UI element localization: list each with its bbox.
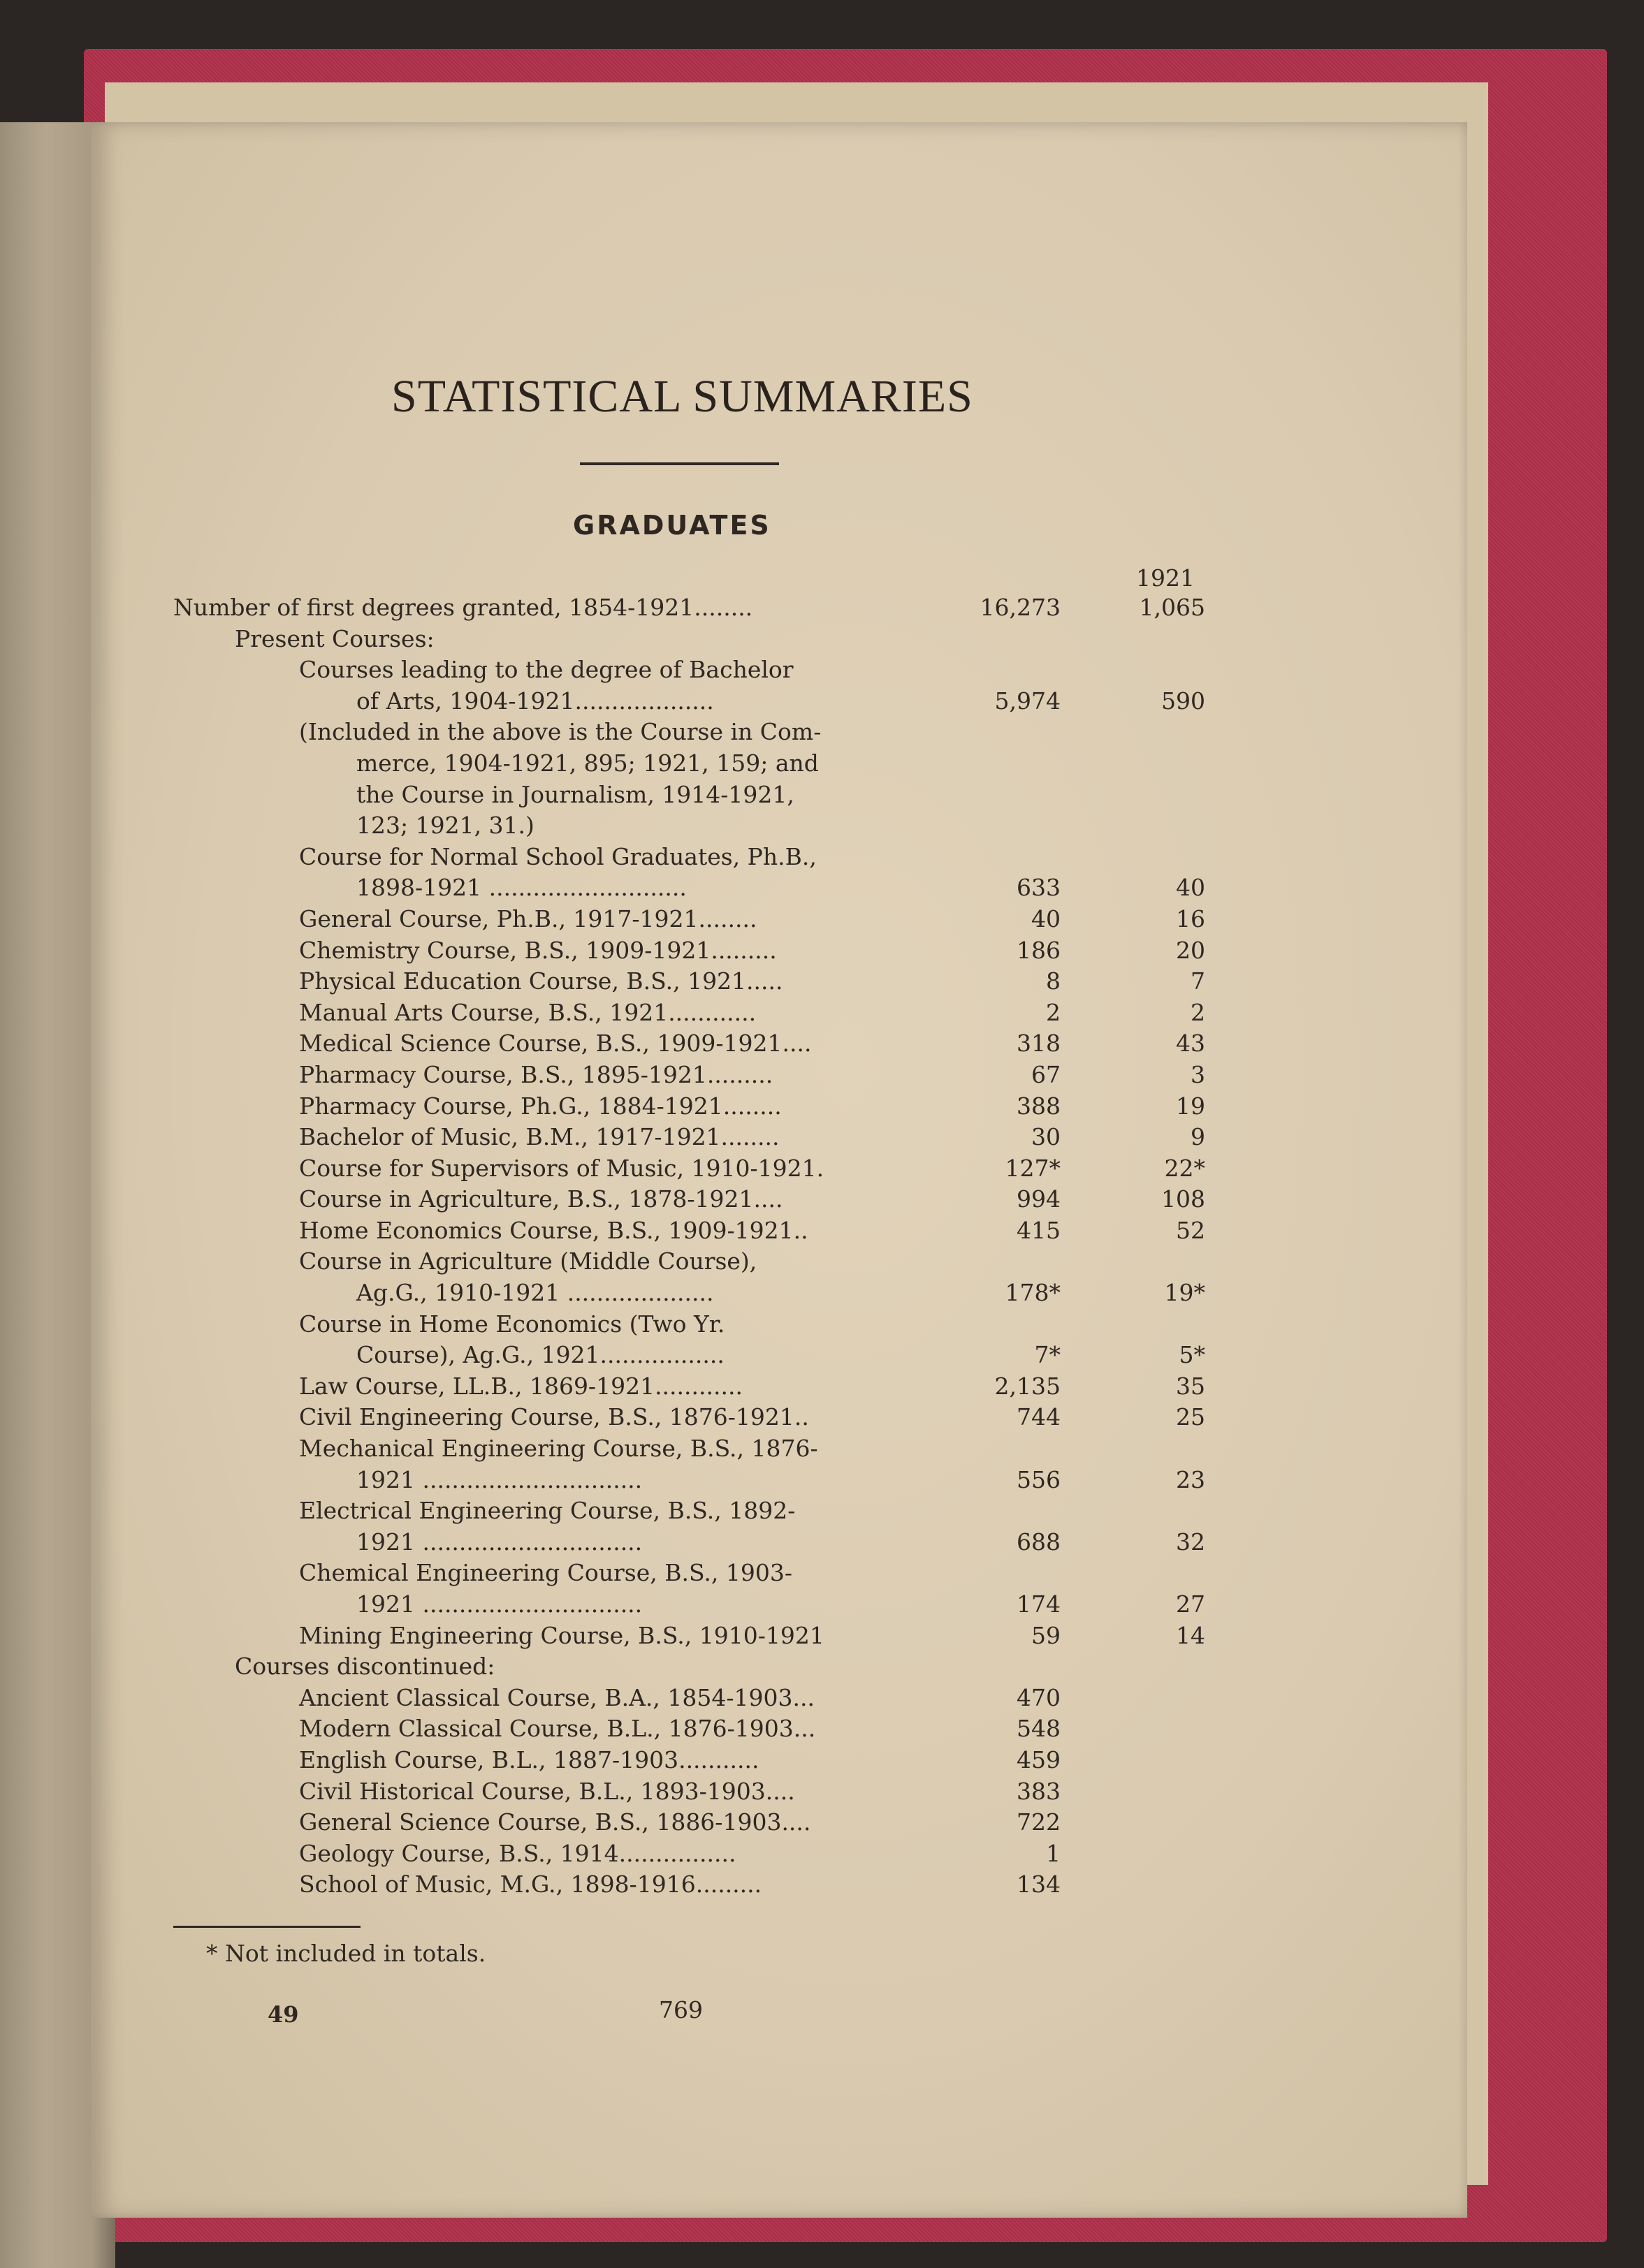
table-row [173,842,1207,873]
table-row [173,1589,1207,1620]
row-label: (Included in the above is the Course in Com- [299,718,822,746]
value-total: 186 [1017,936,1061,964]
table-row [173,1683,1207,1714]
row-label: Electrical Engineering Course, B.S., 1892- [299,1497,796,1525]
row-label: Course in Agriculture, B.S., 1878-1921.... [299,1185,783,1213]
table-row [173,1527,1207,1558]
table-row [173,1838,1207,1870]
footnote-rule [173,1926,361,1928]
row-label: merce, 1904-1921, 895; 1921, 159; and [356,749,819,777]
value-1921: 16 [1176,905,1205,932]
row-label: Courses discontinued: [235,1653,495,1681]
value-total: 722 [1017,1808,1061,1836]
value-total: 459 [1017,1746,1061,1773]
row-label: 1921 .............................. [356,1465,643,1493]
row-label: Ancient Classical Course, B.A., 1854-1903... [299,1683,815,1711]
value-1921: 19* [1164,1279,1205,1307]
row-label: Ag.G., 1910-1921 .................... [356,1279,714,1307]
value-total: 556 [1017,1465,1061,1493]
value-total: 59 [1031,1621,1061,1649]
row-label: Number of first degrees granted, 1854-1921........ [173,594,753,621]
table-row [173,1028,1207,1060]
row-label: 1898-1921 ........................... [356,874,687,902]
table-row [173,1060,1207,1091]
row-label: Course in Home Economics (Two Yr. [299,1310,725,1338]
value-1921: 2 [1191,998,1205,1026]
row-label: Mining Engineering Course, B.S., 1910-1921 [299,1621,824,1649]
value-1921: 35 [1176,1372,1205,1400]
row-label: of Arts, 1904-1921................... [356,687,714,715]
value-1921: 14 [1176,1621,1205,1649]
row-label: School of Music, M.G., 1898-1916......... [299,1871,762,1898]
table-row [173,1713,1207,1745]
table-row [173,1465,1207,1496]
row-label: Course for Normal School Graduates, Ph.B., [299,842,817,870]
value-1921: 23 [1176,1465,1205,1493]
row-label: Law Course, LL.B., 1869-1921............ [299,1372,743,1400]
row-label: Physical Education Course, B.S., 1921..... [299,967,783,995]
table-row [173,1215,1207,1247]
row-label: Manual Arts Course, B.S., 1921............ [299,998,757,1026]
row-label: Course), Ag.G., 1921................. [356,1341,725,1369]
value-1921: 7 [1191,967,1205,995]
row-label: the Course in Journalism, 1914-1921, [356,780,794,808]
value-1921: 5* [1179,1341,1205,1369]
table-row [173,1433,1207,1465]
table-row [173,748,1207,780]
table-row [173,686,1207,717]
row-label: Chemical Engineering Course, B.S., 1903- [299,1559,792,1587]
table-row [173,1246,1207,1278]
row-label: Home Economics Course, B.S., 1909-1921.. [299,1216,808,1244]
row-label: Civil Historical Course, B.L., 1893-1903.... [299,1777,795,1805]
table-row [173,1776,1207,1808]
row-label: General Science Course, B.S., 1886-1903.... [299,1808,811,1836]
value-total: 548 [1017,1715,1061,1743]
table-row [173,654,1207,686]
table-row [173,1371,1207,1403]
table-row [173,1558,1207,1589]
table-row [173,935,1207,967]
row-label: Pharmacy Course, B.S., 1895-1921......... [299,1060,773,1088]
value-total: 318 [1017,1030,1061,1058]
row-label: Medical Science Course, B.S., 1909-1921.... [299,1030,812,1058]
value-total: 744 [1017,1403,1061,1431]
table-row [173,1122,1207,1153]
value-total: 994 [1017,1185,1061,1213]
table-row [173,1495,1207,1527]
value-total: 1 [1046,1839,1061,1867]
value-total: 633 [1017,874,1061,902]
signature-mark: 49 [268,2001,299,2028]
table-row [173,1340,1207,1371]
value-total: 388 [1017,1092,1061,1120]
row-label: Course in Agriculture (Middle Course), [299,1248,757,1275]
value-1921: 1,065 [1139,594,1205,621]
value-total: 7* [1034,1341,1061,1369]
table-row [173,1745,1207,1776]
row-label: Bachelor of Music, B.M., 1917-1921........ [299,1123,780,1151]
value-total: 134 [1017,1871,1061,1898]
table-row [173,592,1207,624]
row-label: Chemistry Course, B.S., 1909-1921......... [299,936,777,964]
column-header-1921: 1921 [1136,564,1195,592]
table-row [173,810,1207,842]
row-label: Present Courses: [235,624,435,652]
graduates-table [173,592,1207,1901]
footnote: * Not included in totals. [206,1940,486,1967]
table-row [173,1153,1207,1185]
row-label: Courses leading to the degree of Bachelor [299,656,794,684]
value-1921: 108 [1161,1185,1205,1213]
value-1921: 3 [1191,1060,1205,1088]
row-label: Course for Supervisors of Music, 1910-1921. [299,1154,824,1182]
title-rule [580,462,779,465]
table-row [173,780,1207,811]
value-total: 2 [1046,998,1061,1026]
value-1921: 27 [1176,1590,1205,1618]
value-1921: 9 [1191,1123,1205,1151]
table-row [173,997,1207,1029]
value-total: 40 [1031,905,1061,932]
value-total: 16,273 [980,594,1061,621]
table-row [173,1402,1207,1433]
value-total: 688 [1017,1528,1061,1556]
row-label: Modern Classical Course, B.L., 1876-1903... [299,1715,816,1743]
value-1921: 22* [1164,1154,1205,1182]
table-row [173,1807,1207,1838]
row-label: Civil Engineering Course, B.S., 1876-1921.. [299,1403,809,1431]
table-row [173,1869,1207,1901]
value-total: 178* [1005,1279,1061,1307]
value-1921: 52 [1176,1216,1205,1244]
row-label: Pharmacy Course, Ph.G., 1884-1921........ [299,1092,782,1120]
table-row [173,872,1207,904]
value-1921: 20 [1176,936,1205,964]
value-total: 5,974 [994,687,1061,715]
table-row [173,1091,1207,1122]
value-total: 383 [1017,1777,1061,1805]
row-label: 1921 .............................. [356,1590,643,1618]
value-1921: 25 [1176,1403,1205,1431]
table-row [173,1309,1207,1340]
row-label: General Course, Ph.B., 1917-1921........ [299,905,757,932]
value-1921: 590 [1161,687,1205,715]
table-row [173,1184,1207,1215]
value-total: 127* [1005,1154,1061,1182]
value-total: 30 [1031,1123,1061,1151]
section-heading: GRADUATES [573,510,771,541]
table-row [173,1620,1207,1652]
value-1921: 43 [1176,1030,1205,1058]
table-row [173,717,1207,748]
page-title: STATISTICAL SUMMARIES [391,371,973,422]
table-row [173,966,1207,997]
value-total: 8 [1046,967,1061,995]
value-1921: 40 [1176,874,1205,902]
row-label: Mechanical Engineering Course, B.S., 1876- [299,1435,818,1463]
row-label: 123; 1921, 31.) [356,812,534,840]
value-1921: 32 [1176,1528,1205,1556]
value-total: 415 [1017,1216,1061,1244]
value-total: 67 [1031,1060,1061,1088]
table-row [173,624,1207,655]
value-1921: 19 [1176,1092,1205,1120]
row-label: 1921 .............................. [356,1528,643,1556]
table-row [173,904,1207,935]
row-label: English Course, B.L., 1887-1903........... [299,1746,759,1773]
page-number: 769 [659,1996,703,2024]
table-row [173,1651,1207,1683]
table-row [173,1278,1207,1309]
value-total: 174 [1017,1590,1061,1618]
value-total: 2,135 [994,1372,1061,1400]
row-label: Geology Course, B.S., 1914................ [299,1839,736,1867]
value-total: 470 [1017,1683,1061,1711]
